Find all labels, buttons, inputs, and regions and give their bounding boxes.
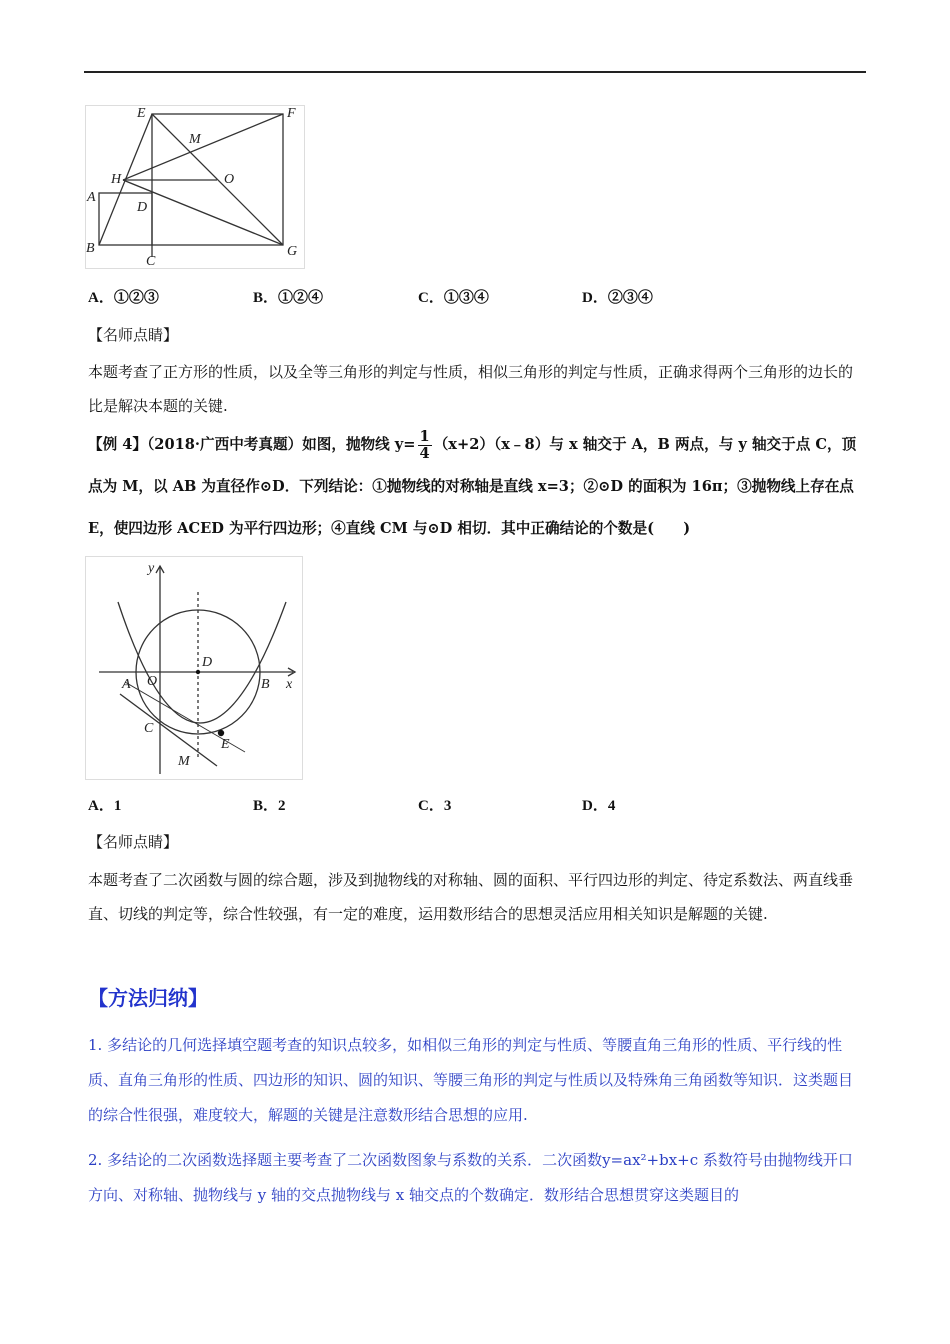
label-a2: A [122,677,131,692]
option-a[interactable]: A．1 [88,798,122,814]
point-e [218,730,224,736]
label-f: F [287,106,296,121]
example4-prefix: 【例 4】（2018·广西中考真题）如图，抛物线 y= [88,436,416,453]
figure-parabola-svg [85,556,303,780]
label-a: A [87,190,96,205]
method-paragraph-1: 1. 多结论的几何选择填空题考查的知识点较多，如相似三角形的判定与性质、等腰直角三角形的性质、平行线的性质、直角三角形的性质、四边形的知识、圆的知识、等腰三角形的判定与性质以及特殊角三角函数等知识．这类题目的综合性很强，难度较大，解题的关键是注意数形结合思想的应用. [88,1036,854,1124]
option-b[interactable]: B．2 [253,798,286,814]
fraction-numerator: 1 [419,427,430,445]
segment-hf [123,114,283,180]
option-d[interactable]: D．②③④ [582,290,653,306]
figure-squares [85,105,305,269]
option-b[interactable]: B．①②④ [253,290,324,306]
fraction-one-quarter [418,429,432,462]
label-c2: C [144,721,154,736]
label-o: O [224,172,235,187]
example4-question [88,424,864,550]
option-c[interactable]: C．3 [418,798,452,814]
option-a[interactable]: A．①②③ [88,290,159,306]
method-title: 【方法归纳】 [88,986,208,1010]
label-b2: B [261,677,270,692]
label-b: B [86,241,95,256]
label-e2: E [221,737,230,752]
label-m: M [189,132,201,147]
label-o2: O [147,674,158,689]
option-c[interactable]: C．①③④ [418,290,489,306]
label-y: y [148,561,155,576]
header-rule [84,71,866,73]
point-d [196,670,200,674]
label-d2: D [202,655,213,670]
label-m2: M [178,754,190,769]
label-c: C [146,254,156,269]
tip1-heading: 【名师点睛】 [88,326,179,344]
option-d[interactable]: D．4 [582,798,616,814]
example4-suffix: （x+2）（x﹣8）与 x 轴交于 A，B 两点，与 y 轴交于点 C，顶点为 M，以 AB 为直径作⊙D．下列结论：①抛物线的对称轴是直线 x=3；②⊙D 的面积为 16π；③抛物线上存在点 E，使四边形 ACED 为平行四边形；④直线 CM 与⊙D 相切．其中正确结论的个数是( ) [88,436,857,537]
label-h: H [111,172,122,187]
fraction-denominator: 4 [419,444,430,462]
method-paragraph-2: 2. 多结论的二次函数选择题主要考查了二次函数图象与系数的关系．二次函数y=ax²+bx+c 系数符号由抛物线开口方向、对称轴、抛物线与 y 轴的交点抛物线与 x 轴交点的个数确定．数形结合思想贯穿这类题目的 [88,1151,853,1204]
label-g: G [287,244,298,259]
figure-squares-svg [85,105,305,269]
tip2-body: 本题考查了二次函数与圆的综合题，涉及到抛物线的对称轴、圆的面积、平行四边形的判定、待定系数法、两直线垂直、切线的判定等，综合性较强，有一定的难度，运用数形结合的思想灵活应用相关知识是解题的关键. [88,871,854,923]
label-d: D [137,200,148,215]
tip2-heading: 【名师点睛】 [88,833,179,851]
tip1-body: 本题考查了正方形的性质，以及全等三角形的判定与性质，相似三角形的判定与性质，正确求得两个三角形的边长的比是解决本题的关键. [88,363,854,415]
label-e: E [137,106,146,121]
label-x: x [286,677,293,692]
figure-parabola-circle [85,556,303,780]
